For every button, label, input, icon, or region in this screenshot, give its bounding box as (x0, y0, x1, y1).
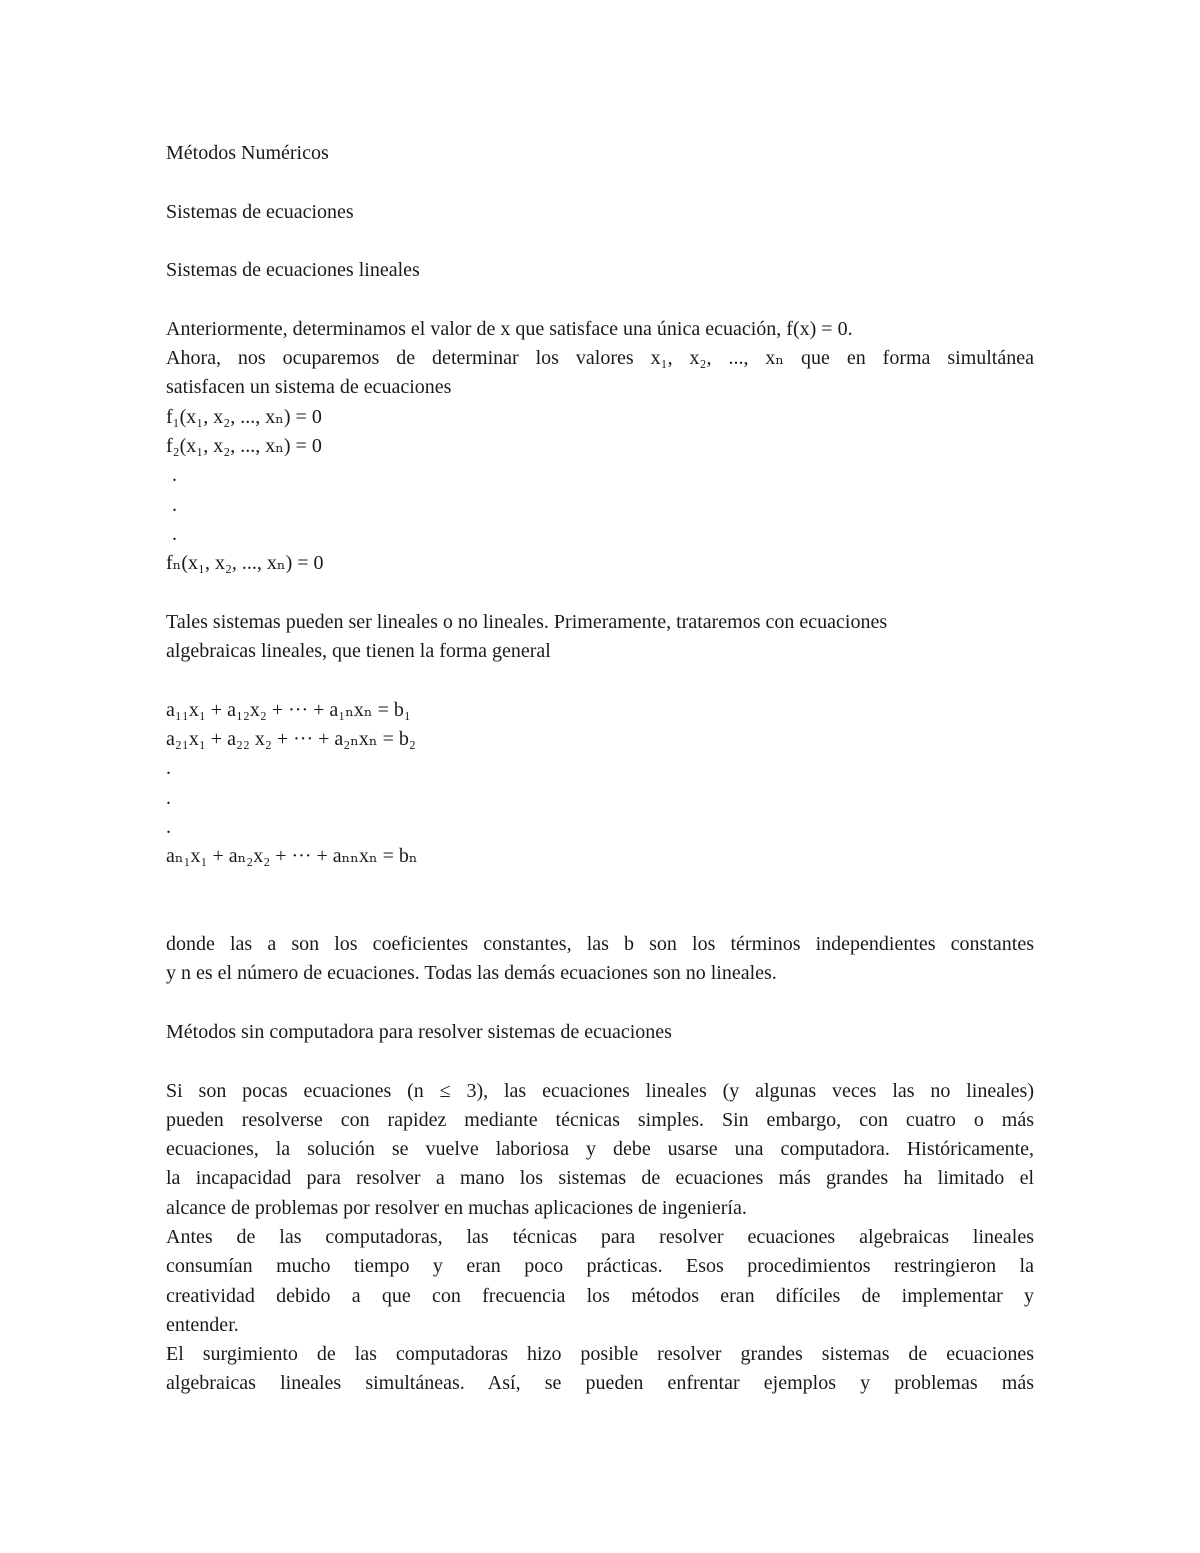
subsection-heading: Sistemas de ecuaciones lineales (166, 259, 420, 282)
paragraph-line: donde las a son los coeficientes constantes, las b son los términos independientes constantes (166, 933, 1034, 956)
paragraph-line: satisfacen un sistema de ecuaciones (166, 376, 452, 399)
document-body (166, 139, 1034, 1399)
paragraph-line: la incapacidad para resolver a mano los sistemas de ecuaciones más grandes ha limitado el (166, 1167, 1034, 1190)
ellipsis-dot: . (166, 757, 171, 780)
equation-line: fₙ(x₁, x₂, ..., xₙ) = 0 (166, 552, 324, 575)
section-heading: Sistemas de ecuaciones (166, 200, 354, 223)
paragraph-line: Ahora, nos ocuparemos de determinar los valores x₁, x₂, ..., xₙ que en forma simultánea (166, 347, 1034, 370)
equation-line: f₁(x₁, x₂, ..., xₙ) = 0 (166, 405, 322, 428)
document-title: Métodos Numéricos (166, 142, 329, 164)
linear-equation-line: aₙ₁x₁ + aₙ₂x₂ + ··· + aₙₙxₙ = bₙ (166, 845, 418, 868)
ellipsis-dot: . (166, 786, 171, 809)
paragraph-line: alcance de problemas por resolver en muchas aplicaciones de ingeniería. (166, 1196, 747, 1219)
paragraph-line: Anteriormente, determinamos el valor de x que satisface una única ecuación, f(x) = 0. (166, 317, 853, 340)
paragraph-line: entender. (166, 1313, 239, 1336)
paragraph-line: Antes de las computadoras, las técnicas para resolver ecuaciones algebraicas lineales (166, 1225, 1034, 1248)
paragraph-line: y n es el número de ecuaciones. Todas las demás ecuaciones son no lineales. (166, 962, 777, 985)
ellipsis-dot: . (172, 464, 177, 487)
paragraph-line: ecuaciones, la solución se vuelve laboriosa y debe usarse una computadora. Históricamente, (166, 1138, 1034, 1161)
paragraph-line: pueden resolverse con rapidez mediante técnicas simples. Sin embargo, con cuatro o más (166, 1108, 1034, 1131)
equation-line: f₂(x₁, x₂, ..., xₙ) = 0 (166, 434, 322, 457)
paragraph-line: creatividad debido a que con frecuencia los métodos eran difíciles de implementar y (166, 1284, 1034, 1307)
linear-equation-line: a₂₁x₁ + a₂₂ x₂ + ··· + a₂ₙxₙ = b₂ (166, 727, 416, 750)
ellipsis-dot: . (172, 522, 177, 545)
paragraph-line: consumían mucho tiempo y eran poco prácticas. Esos procedimientos restringieron la (166, 1255, 1034, 1278)
paragraph-line: El surgimiento de las computadoras hizo posible resolver grandes sistemas de ecuaciones (166, 1343, 1034, 1366)
ellipsis-dot: . (172, 493, 177, 516)
paragraph-line: Si son pocas ecuaciones (n ≤ 3), las ecuaciones lineales (y algunas veces las no lineales) (166, 1079, 1034, 1102)
paragraph-line: Tales sistemas pueden ser lineales o no lineales. Primeramente, trataremos con ecuaciones (166, 610, 888, 633)
paragraph-line: algebraicas lineales simultáneas. Así, se pueden enfrentar ejemplos y problemas más (166, 1372, 1034, 1395)
paragraph-line: algebraicas lineales, que tienen la forma general (166, 640, 551, 663)
ellipsis-dot: . (166, 815, 171, 838)
linear-equation-line: a₁₁x₁ + a₁₂x₂ + ··· + a₁ₙxₙ = b₁ (166, 698, 411, 721)
section-heading: Métodos sin computadora para resolver sistemas de ecuaciones (166, 1020, 672, 1043)
